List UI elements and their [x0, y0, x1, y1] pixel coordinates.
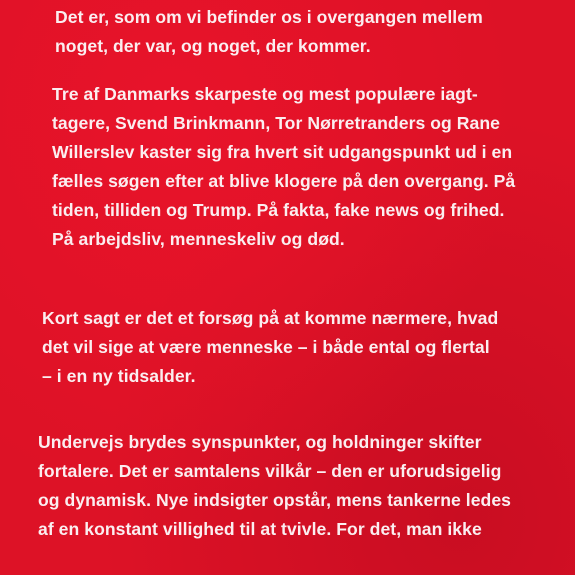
- text-line: tagere, Svend Brinkmann, Tor Nørretranders og Rane: [52, 113, 500, 133]
- text-line: det vil sige at være menneske – i både ental og flertal: [42, 337, 490, 357]
- text-line: fortalere. Det er samtalens vilkår – den er uforudsigelig: [38, 461, 502, 481]
- paragraph-summary: [42, 304, 542, 391]
- text-line: Kort sagt er det et forsøg på at komme nærmere, hvad: [42, 308, 499, 328]
- text-line: af en konstant villighed til at tvivle. For det, man ikke: [38, 519, 482, 539]
- text-line: Tre af Danmarks skarpeste og mest populære iagt-: [52, 84, 478, 104]
- text-line: – i en ny tidsalder.: [42, 366, 196, 386]
- text-line: noget, der var, og noget, der kommer.: [55, 36, 371, 56]
- paragraph-authors: [52, 80, 552, 254]
- paragraph-dialogue: [38, 428, 538, 544]
- text-line: På arbejdsliv, menneskeliv og død.: [52, 229, 345, 249]
- text-line: og dynamisk. Nye indsigter opstår, mens tankerne ledes: [38, 490, 512, 510]
- text-line: Undervejs brydes synspunkter, og holdninger skifter: [38, 432, 482, 452]
- text-line: Willerslev kaster sig fra hvert sit udgangspunkt ud i en: [52, 142, 513, 162]
- text-line: tiden, tilliden og Trump. På fakta, fake news og frihed.: [52, 200, 505, 220]
- text-line: Det er, som om vi befinder os i overgangen mellem: [55, 7, 483, 27]
- text-line: fælles søgen efter at blive klogere på den overgang. På: [52, 171, 516, 191]
- paragraph-intro: [55, 3, 555, 61]
